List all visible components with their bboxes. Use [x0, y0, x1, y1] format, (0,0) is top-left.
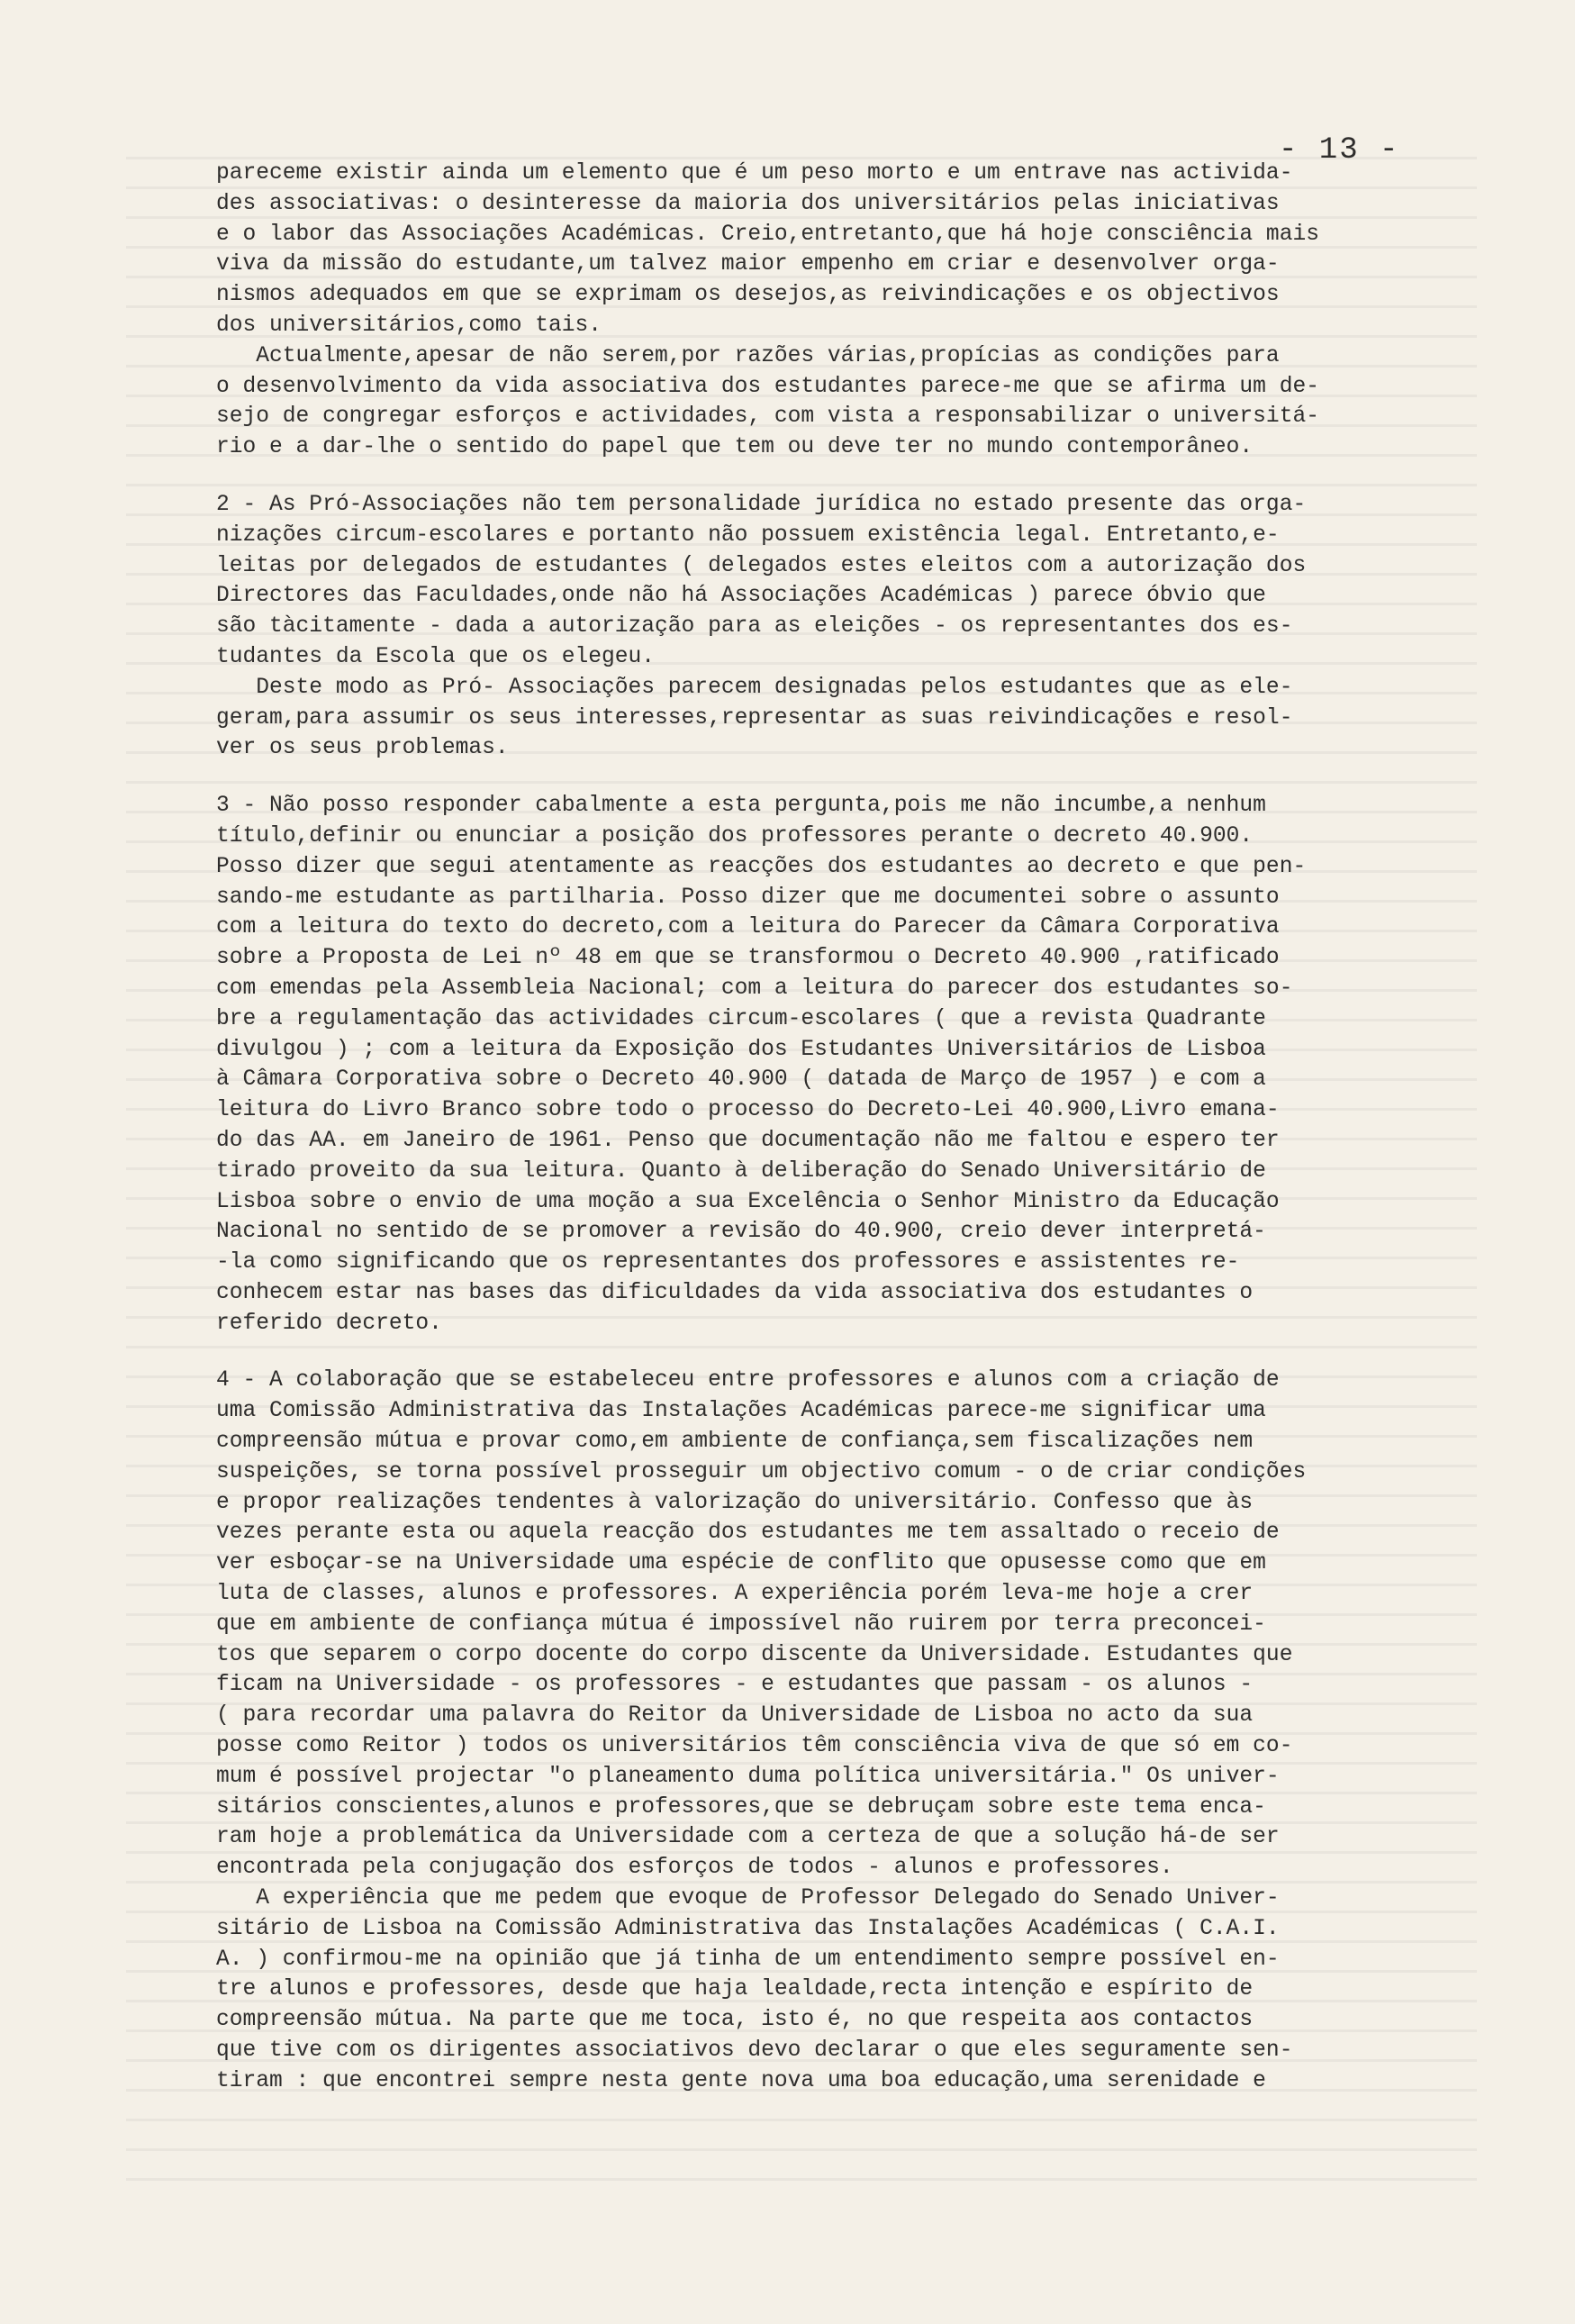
paragraph-intro [216, 159, 1459, 341]
paragraph-actualmente [216, 341, 1459, 463]
text-line: conhecem estar nas bases das dificuldades da vida associativa dos estudantes o [216, 1280, 1254, 1305]
paragraph-section-2 [216, 490, 1459, 673]
text-line: que em ambiente de confiança mútua é impossível não ruirem por terra preconcei- [216, 1611, 1266, 1637]
text-line: sitários conscientes,alunos e professores,que se debruçam sobre este tema enca- [216, 1794, 1266, 1820]
text-line: tudantes da Escola que os elegeu. [216, 644, 656, 669]
text-line: ( para recordar uma palavra do Reitor da Universidade de Lisboa no acto da sua [216, 1703, 1254, 1729]
text-line: dos universitários,como tais. [216, 313, 602, 338]
text-line: nizações circum-escolares e portanto não possuem existência legal. Entretanto,e- [216, 522, 1280, 548]
text-line: suspeições, se torna possível prosseguir um objectivo comum - o de criar condições [216, 1459, 1307, 1484]
text-line: A experiência que me pedem que evoque de Professor Delegado do Senado Univer- [216, 1886, 1280, 1911]
text-line: ver esboçar-se na Universidade uma espécie de conflito que opusesse como que em [216, 1551, 1266, 1576]
text-line: geram,para assumir os seus interesses,representar as suas reivindicações e resol- [216, 705, 1293, 731]
text-line: são tàcitamente - dada a autorização para as eleições - os representantes dos es- [216, 614, 1293, 640]
text-line: à Câmara Corporativa sobre o Decreto 40.900 ( datada de Março de 1957 ) e com a [216, 1067, 1266, 1093]
text-line: sejo de congregar esforços e actividades, com vista a responsabilizar o universitá- [216, 404, 1319, 430]
text-line: tiram : que encontrei sempre nesta gente nova uma boa educação,uma serenidade e [216, 2068, 1266, 2093]
text-line: -la como significando que os representantes dos professores e assistentes re- [216, 1250, 1240, 1275]
text-line: mum é possível projectar "o planeamento duma política universitária." Os univer- [216, 1764, 1280, 1789]
text-line: que tive com os dirigentes associativos devo declarar o que eles seguramente sen- [216, 2038, 1293, 2064]
text-line: leitura do Livro Branco sobre todo o processo do Decreto-Lei 40.900,Livro emana- [216, 1098, 1280, 1123]
text-line: vezes perante esta ou aquela reacção dos estudantes me tem assaltado o receio de [216, 1521, 1280, 1546]
text-line: luta de classes, alunos e professores. A experiência porém leva-me hoje a crer [216, 1582, 1254, 1607]
text-line: referido decreto. [216, 1311, 442, 1336]
text-line: bre a regulamentação das actividades circum-escolares ( que a revista Quadrante [216, 1006, 1266, 1031]
text-line: leitas por delegados de estudantes ( delegados estes eleitos com a autorização dos [216, 553, 1307, 578]
text-line: 4 - A colaboração que se estabeleceu entre professores e alunos com a criação de [216, 1368, 1280, 1393]
text-line: pareceme existir ainda um elemento que é um peso morto e um entrave nas activida- [216, 161, 1293, 186]
text-line: des associativas: o desinteresse da maioria dos universitários pelas iniciativas [216, 191, 1280, 216]
text-line: ver os seus problemas. [216, 736, 509, 761]
text-line: ram hoje a problemática da Universidade com a certeza de que a solução há-de ser [216, 1825, 1280, 1850]
text-line: com a leitura do texto do decreto,com a leitura do Parecer da Câmara Corporativa [216, 915, 1280, 940]
text-line: divulgou ) ; com a leitura da Exposição dos Estudantes Universitários de Lisboa [216, 1037, 1266, 1062]
page-number: - 13 - [1279, 133, 1400, 168]
text-line: Lisboa sobre o envio de uma moção a sua Excelência o Senhor Ministro da Educação [216, 1189, 1280, 1214]
text-line: sobre a Proposta de Lei nº 48 em que se transformou o Decreto 40.900 ,ratificado [216, 946, 1280, 971]
paragraph-experiencia [216, 1884, 1459, 2097]
text-line: com emendas pela Assembleia Nacional; com a leitura do parecer dos estudantes so- [216, 976, 1293, 1001]
text-line: tos que separem o corpo docente do corpo discente da Universidade. Estudantes que [216, 1642, 1293, 1667]
text-line: uma Comissão Administrativa das Instalações Académicas parece-me significar uma [216, 1399, 1266, 1424]
text-line: compreensão mútua e provar como,em ambiente de confiança,sem fiscalizações nem [216, 1430, 1254, 1455]
text-line: encontrada pela conjugação dos esforços de todos - alunos e professores. [216, 1856, 1173, 1881]
text-line: título,definir ou enunciar a posição dos professores perante o decreto 40.900. [216, 823, 1254, 849]
text-line: viva da missão do estudante,um talvez maior empenho em criar e desenvolver orga- [216, 252, 1280, 277]
text-line: 3 - Não posso responder cabalmente a esta pergunta,pois me não incumbe,a nenhum [216, 794, 1266, 819]
text-line: tirado proveito da sua leitura. Quanto à deliberação do Senado Universitário de [216, 1158, 1266, 1184]
text-line: sitário de Lisboa na Comissão Administrativa das Instalações Académicas ( C.A.I. [216, 1916, 1280, 1941]
text-line: Posso dizer que segui atentamente as reacções dos estudantes ao decreto e que pen- [216, 854, 1307, 879]
paragraph-section-4 [216, 1366, 1459, 1884]
text-line: Directores das Faculdades,onde não há Associações Académicas ) parece óbvio que [216, 584, 1266, 609]
text-line: Nacional no sentido de se promover a revisão do 40.900, creio dever interpretá- [216, 1220, 1266, 1245]
text-line: Actualmente,apesar de não serem,por razões várias,propícias as condições para [216, 343, 1280, 368]
paragraph-deste-modo [216, 673, 1459, 764]
text-line: posse como Reitor ) todos os universitários têm consciência viva de que só em co- [216, 1734, 1293, 1759]
text-line: ficam na Universidade - os professores - e estudantes que passam - os alunos - [216, 1673, 1254, 1698]
text-line: rio e a dar-lhe o sentido do papel que tem ou deve ter no mundo contemporâneo. [216, 435, 1254, 460]
text-line: 2 - As Pró-Associações não tem personalidade jurídica no estado presente das orga- [216, 492, 1307, 517]
text-line: do das AA. em Janeiro de 1961. Penso que documentação não me faltou e espero ter [216, 1128, 1280, 1153]
text-line: o desenvolvimento da vida associativa dos estudantes parece-me que se afirma um de- [216, 374, 1319, 399]
text-line: nismos adequados em que se exprimam os desejos,as reivindicações e os objectivos [216, 283, 1280, 308]
text-line: e o labor das Associações Académicas. Creio,entretanto,que há hoje consciência mais [216, 222, 1319, 247]
text-line: sando-me estudante as partilharia. Posso dizer que me documentei sobre o assunto [216, 885, 1280, 910]
text-line: tre alunos e professores, desde que haja lealdade,recta intenção e espírito de [216, 1977, 1254, 2002]
text-line: e propor realizações tendentes à valorização do universitário. Confesso que às [216, 1490, 1254, 1515]
text-line: Deste modo as Pró- Associações parecem designadas pelos estudantes que as ele- [216, 675, 1293, 700]
document-body [216, 159, 1459, 2097]
text-line: A. ) confirmou-me na opinião que já tinha de um entendimento sempre possível en- [216, 1947, 1280, 1972]
text-line: compreensão mútua. Na parte que me toca, isto é, no que respeita aos contactos [216, 2008, 1254, 2033]
paragraph-section-3 [216, 791, 1459, 1339]
